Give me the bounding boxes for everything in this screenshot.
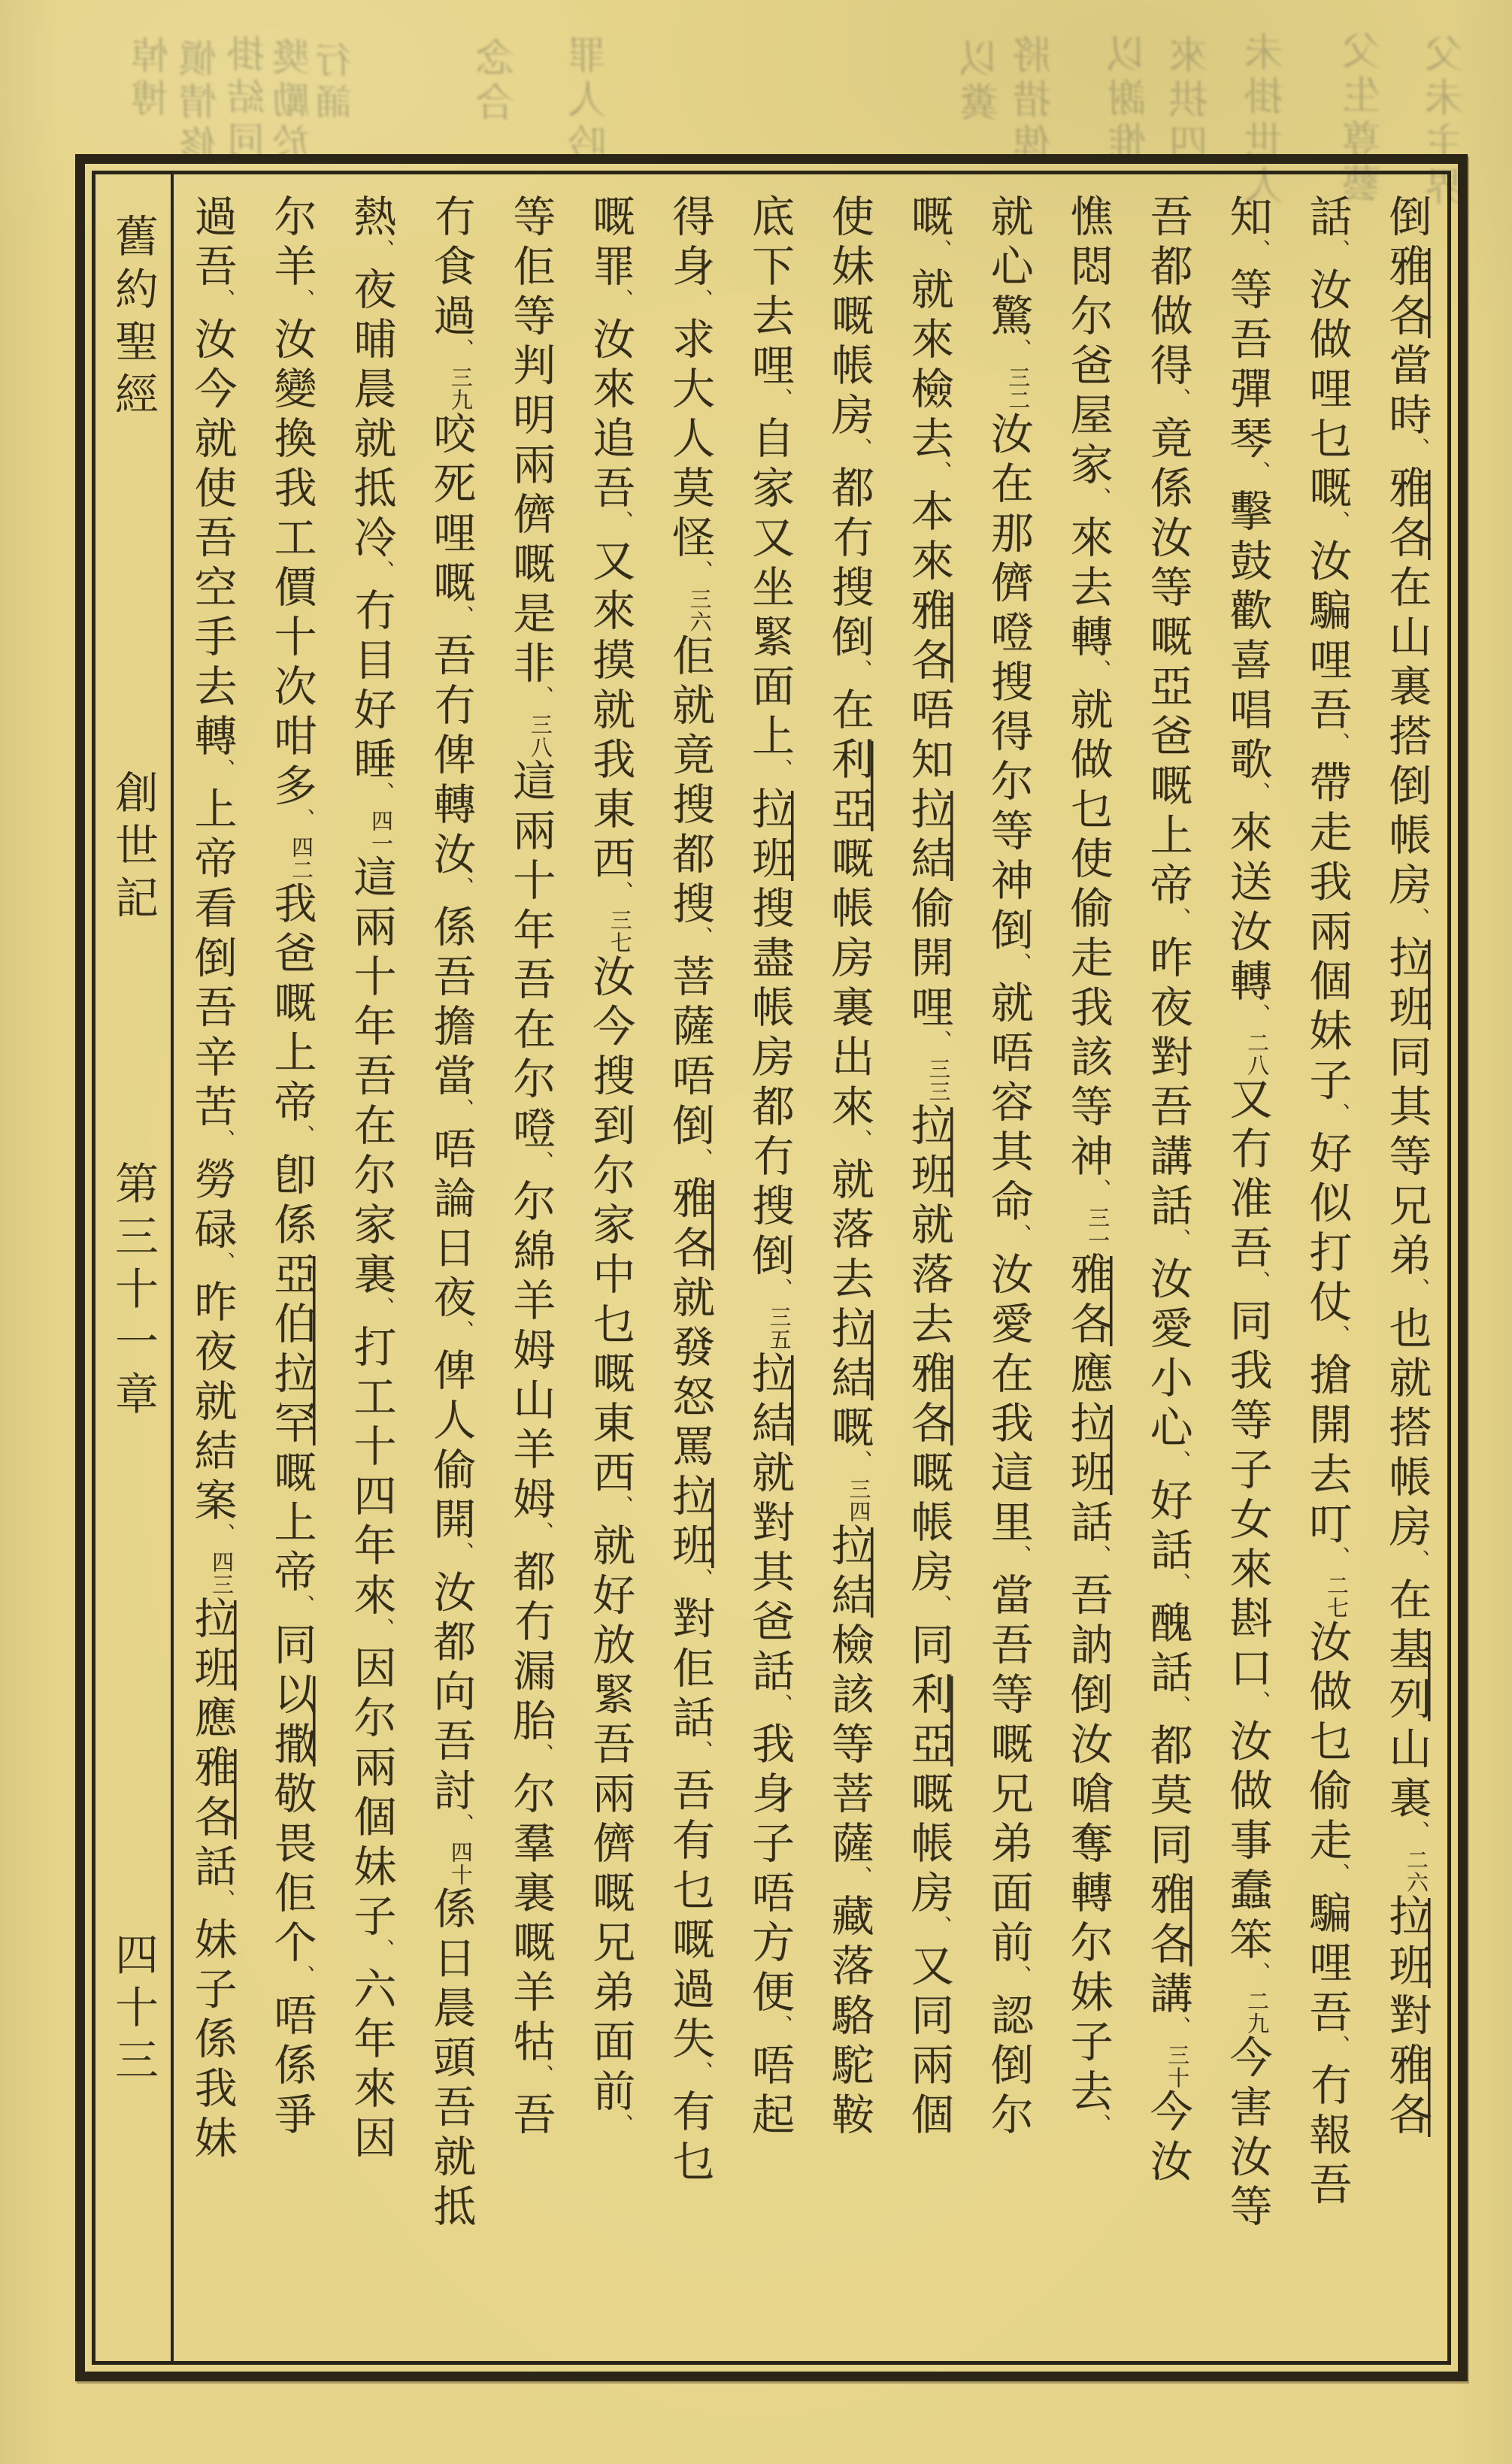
ideographic-comma: 、 (848, 437, 872, 461)
page-frame-inner (92, 171, 1451, 2365)
ideographic-comma: 、 (928, 239, 952, 262)
bleedthrough-column: 獎勵於 (272, 38, 316, 166)
ideographic-comma: 、 (1246, 461, 1270, 484)
ideographic-comma: 、 (848, 1866, 872, 1889)
ideographic-comma: 、 (211, 289, 235, 312)
ideographic-comma: 、 (768, 758, 792, 782)
main-text (174, 174, 1447, 2361)
ideographic-comma: 、 (1405, 1549, 1429, 1573)
ideographic-comma: 、 (529, 686, 553, 709)
bleedthrough-column: 以糞 (961, 38, 1006, 126)
text-column: 尔羊、汝變換我工價十次咁多、四二我爸嘅上帝、卽係亞伯拉罕嘅上帝、同以撒敬畏佢个、唔係爭 (266, 194, 317, 2142)
bleedthrough-column: 來拱四 (1170, 35, 1215, 168)
proper-name: 拉班 (1381, 935, 1432, 1034)
ideographic-comma: 、 (1246, 1691, 1270, 1714)
ideographic-comma: 、 (1405, 1821, 1429, 1844)
ideographic-comma: 、 (1167, 1450, 1191, 1473)
ideographic-comma: 、 (609, 881, 633, 904)
ideographic-comma: 、 (1246, 239, 1270, 262)
ideographic-comma: 、 (848, 1450, 872, 1473)
bleedthrough-column: 未掛世人 (1245, 32, 1290, 209)
ideographic-comma: 、 (928, 1594, 952, 1618)
ideographic-comma: 、 (211, 1252, 235, 1275)
ideographic-comma: 、 (290, 1965, 314, 1988)
verse-number: 二九 (1244, 1990, 1270, 2035)
ideographic-comma: 、 (1087, 2114, 1111, 2137)
ideographic-comma: 、 (1007, 952, 1032, 976)
ideographic-comma: 、 (370, 1618, 394, 1641)
text-column: 冇食過、三九咬死哩嘅、吾冇俾轉汝、係吾擔當、唔論日夜、俾人偷開、汝都向吾討、四十係日晨頭吾就抵 (426, 194, 476, 2233)
ideographic-comma: 、 (211, 1129, 235, 1152)
ideographic-comma: 、 (848, 1129, 872, 1152)
ideographic-comma: 、 (609, 2114, 633, 2137)
verse-number: 四一 (368, 810, 394, 855)
ideographic-comma: 、 (689, 1740, 713, 1763)
bleedthrough-column: 愼情修 (179, 39, 223, 168)
proper-name: 利亞 (824, 737, 874, 836)
bleedthrough-column: 悼博 (131, 36, 174, 122)
ideographic-comma: 、 (450, 1542, 474, 1565)
proper-name: 基列 (1381, 1627, 1432, 1726)
ideographic-comma: 、 (1326, 510, 1350, 534)
verse-number: 三二 (1005, 366, 1032, 411)
ideographic-comma: 、 (768, 1278, 792, 1301)
ideographic-comma: 、 (768, 388, 792, 411)
ideographic-comma: 、 (928, 1030, 952, 1053)
ideographic-comma: 、 (290, 1125, 314, 1148)
text-column: 倒雅各當時、雅各在山裏搭倒帳房、拉班同其等兄弟、也就搭帳房、在基列山裏、二六拉班對雅各 (1381, 194, 1432, 2142)
proper-name: 雅各 (904, 588, 954, 687)
proper-name: 拉結 (824, 1523, 874, 1622)
ideographic-comma: 、 (529, 1521, 553, 1545)
verse-number: 三九 (447, 366, 474, 411)
ideographic-comma: 、 (1087, 487, 1111, 510)
ideographic-comma: 、 (1007, 1224, 1032, 1247)
ideographic-comma: 、 (1326, 1103, 1350, 1126)
ideographic-comma: 、 (689, 560, 713, 583)
ideographic-comma: 、 (211, 1523, 235, 1546)
proper-name: 拉班 (1063, 1400, 1114, 1500)
ideographic-comma: 、 (1246, 1270, 1270, 1294)
ideographic-comma: 、 (1087, 1545, 1111, 1568)
ideographic-comma: 、 (1087, 1179, 1111, 1202)
ideographic-comma: 、 (529, 1151, 553, 1174)
verse-number: 二七 (1323, 1574, 1350, 1619)
chapter-title: 第三十一章 (108, 1161, 159, 1424)
page-frame (75, 154, 1468, 2381)
section-title: 創世記 (108, 770, 159, 928)
bleedthrough-column: 父未主界 (1426, 33, 1471, 210)
bleedthrough-column: 以謝惟 (1108, 33, 1153, 166)
ideographic-comma: 、 (609, 510, 633, 534)
ideographic-comma: 、 (1326, 2035, 1350, 2058)
ideographic-comma: 、 (450, 1813, 474, 1836)
verse-number: 三六 (686, 588, 713, 633)
ideographic-comma: 、 (1007, 1545, 1032, 1568)
text-column: 得身、求大人莫怪、三六佢就竟搜都搜、菩薩唔倒、雅各就發怒罵拉班、對佢話、吾有乜嘅過失、有乜 (665, 194, 715, 2188)
proper-name: 拉結 (744, 1351, 795, 1450)
ideographic-comma: 、 (290, 289, 314, 312)
ideographic-comma: 、 (290, 808, 314, 831)
ideographic-comma: 、 (848, 659, 872, 683)
ideographic-comma: 、 (1405, 907, 1429, 931)
verse-number: 三四 (846, 1478, 872, 1523)
title-column (95, 174, 174, 2361)
proper-name: 雅各 (1063, 1252, 1114, 1351)
ideographic-comma: 、 (1405, 437, 1429, 461)
ideographic-comma: 、 (450, 876, 474, 900)
bleedthrough-column: 掛結同 (227, 35, 271, 163)
text-column: 嘅、就來檢去、本來雅各唔知拉結偷開哩、三三拉班就落去雅各嘅帳房、同利亞嘅帳房、又同兩個 (904, 194, 954, 2142)
bleedthrough-column: 父生尊藝 (1343, 30, 1388, 207)
proper-name: 雅各 (1381, 2042, 1432, 2142)
ideographic-comma: 、 (370, 1939, 394, 1962)
ideographic-comma: 、 (1087, 659, 1111, 683)
verse-number: 四三 (209, 1551, 235, 1596)
ideographic-comma: 、 (370, 1297, 394, 1320)
bleedthrough-column: 念合 (477, 38, 522, 126)
proper-name: 拉班 (665, 1473, 715, 1573)
text-column: 話、汝做哩乜嘅、汝騙哩吾、帶走我兩個妹子、好似打仗、搶開去叮、二七汝做乜偷走、騙哩吾、冇報吾 (1301, 194, 1352, 2211)
bleedthrough-column: 將措俾 (1014, 35, 1059, 168)
ideographic-comma: 、 (1167, 1228, 1191, 1252)
ideographic-comma: 、 (1246, 782, 1270, 805)
ideographic-comma: 、 (1007, 338, 1032, 362)
ideographic-comma: 、 (689, 1148, 713, 1171)
ideographic-comma: 、 (1326, 239, 1350, 262)
ideographic-comma: 、 (928, 461, 952, 484)
ideographic-comma: 、 (1246, 1003, 1270, 1027)
proper-name: 拉班 (1381, 1893, 1432, 1993)
proper-name: 利亞 (904, 1672, 954, 1771)
verse-number: 四十 (447, 1841, 474, 1886)
verse-number: 三十 (1165, 2044, 1191, 2089)
ideographic-comma: 、 (689, 1568, 713, 1591)
ideographic-comma: 、 (1167, 907, 1191, 931)
ideographic-comma: 、 (450, 1098, 474, 1122)
ideographic-comma: 、 (768, 1694, 792, 1717)
verse-number: 三七 (607, 909, 633, 954)
verse-number: 三五 (766, 1306, 792, 1351)
ideographic-comma: 、 (450, 1320, 474, 1343)
proper-name: 拉結 (904, 786, 954, 885)
ideographic-comma: 、 (689, 926, 713, 949)
page-number: 四十三 (108, 1932, 159, 2090)
verse-number: 二六 (1403, 1848, 1429, 1893)
ideographic-comma: 、 (1246, 1962, 1270, 1985)
proper-name: 拉班 (904, 1103, 954, 1202)
ideographic-comma: 、 (529, 1743, 553, 1766)
ideographic-comma: 、 (1326, 1324, 1350, 1348)
ideographic-comma: 、 (928, 1915, 952, 1939)
bleedthrough-column: 行誦 (316, 41, 358, 124)
ideographic-comma: 、 (609, 1495, 633, 1518)
ideographic-comma: 、 (689, 2061, 713, 2084)
text-column: 過吾、汝今就使吾空手去轉、上帝看倒吾辛苦、勞碌、昨夜就結案、四三拉班應雅各話、妹子係我妹 (187, 194, 237, 2165)
ideographic-comma: 、 (290, 1594, 314, 1618)
ideographic-comma: 、 (1326, 732, 1350, 755)
ideographic-comma: 、 (370, 560, 394, 583)
verse-number: 三一 (1085, 1206, 1111, 1252)
text-column: 憔悶尔爸屋家、來去轉、就做乜使偷走我該等神、三一雅各應拉班話、吾訥倒汝嗆奪轉尔妹子去、 (1063, 194, 1114, 2137)
text-column: 嘅罪、汝來追吾、又來摸就我東西、三七汝今搜到尔家中乜嘅東西、就好放緊吾兩儕嘅兄弟面前、 (585, 194, 635, 2137)
book-title: 舊約聖經 (108, 213, 159, 424)
bleedthrough-column: 罪人吟 (568, 35, 614, 168)
proper-name: 雅各 (187, 1745, 237, 1844)
ideographic-comma: 、 (1405, 1278, 1429, 1301)
proper-name: 雅各 (1381, 244, 1432, 343)
ideographic-comma: 、 (1167, 388, 1191, 411)
ideographic-comma: 、 (1167, 1573, 1191, 1596)
verse-number: 三八 (527, 713, 553, 758)
ideographic-comma: 、 (1326, 1863, 1350, 1886)
text-column: 底下去哩、自家又坐緊面上、拉班搜盡帳房都冇搜倒、三五拉結就對其爸話、我身子唔方便、唔起 (744, 194, 795, 2142)
proper-name: 雅各 (665, 1176, 715, 1275)
ideographic-comma: 、 (609, 289, 633, 312)
proper-name: 亞伯拉罕 (266, 1252, 317, 1450)
ideographic-comma: 、 (450, 338, 474, 362)
proper-name: 拉結 (824, 1306, 874, 1405)
ideographic-comma: 、 (689, 289, 713, 312)
text-column: 吾都做得、竟係汝等嘅亞爸嘅上帝、昨夜對吾講話、汝愛小心、好話、醜話、都莫同雅各講、三十今汝 (1143, 194, 1193, 2188)
ideographic-comma: 、 (1167, 1695, 1191, 1718)
text-column: 知、等吾彈琴、擊鼓歡喜唱歌、來送汝轉、二八又冇准吾、同我等子女來斟口、汝做事蠢笨、二九今害汝等 (1222, 194, 1272, 2233)
ideographic-comma: 、 (768, 2014, 792, 2038)
ideographic-comma: 、 (370, 239, 394, 262)
proper-name: 以撒 (266, 1672, 317, 1771)
ideographic-comma: 、 (211, 1889, 235, 1912)
text-column: 熱、夜晡晨就抵冷、冇目好睡、四一這兩十年吾在尔家裏、打工十四年來、因尔兩個妹子、六年來因 (346, 194, 396, 2165)
ideographic-comma: 、 (211, 758, 235, 782)
ideographic-comma: 、 (529, 2064, 553, 2087)
ideographic-comma: 、 (370, 782, 394, 805)
ideographic-comma: 、 (1007, 1965, 1032, 1988)
proper-name: 拉班 (744, 786, 795, 885)
text-column: 等佢等判明兩儕嘅是非、三八這兩十年吾在尔噔、尔綿羊姆山羊姆、都冇漏胎、尔羣裏嘅羊牯、吾 (505, 194, 556, 2142)
ideographic-comma: 、 (1167, 2016, 1191, 2039)
ideographic-comma: 、 (450, 605, 474, 628)
proper-name: 雅各 (1381, 465, 1432, 565)
verse-number: 四二 (288, 836, 314, 881)
proper-name: 拉班 (187, 1596, 237, 1695)
verse-number: 三三 (926, 1058, 952, 1103)
ideographic-comma: 、 (1326, 1546, 1350, 1570)
verse-number: 二八 (1244, 1031, 1270, 1076)
text-column: 使妹嘅帳房、都冇搜倒、在利亞嘅帳房裏出來、就落去拉結嘅、三四拉結檢該等菩薩、藏落駱駝鞍 (824, 194, 874, 2142)
text-column: 就心驚、三二汝在那儕噔搜得尔等神倒、就唔容其命、汝愛在我這里、當吾等嘅兄弟面前、認倒尔 (983, 194, 1034, 2142)
proper-name: 雅各 (904, 1351, 954, 1450)
proper-name: 雅各 (1143, 1872, 1193, 1971)
